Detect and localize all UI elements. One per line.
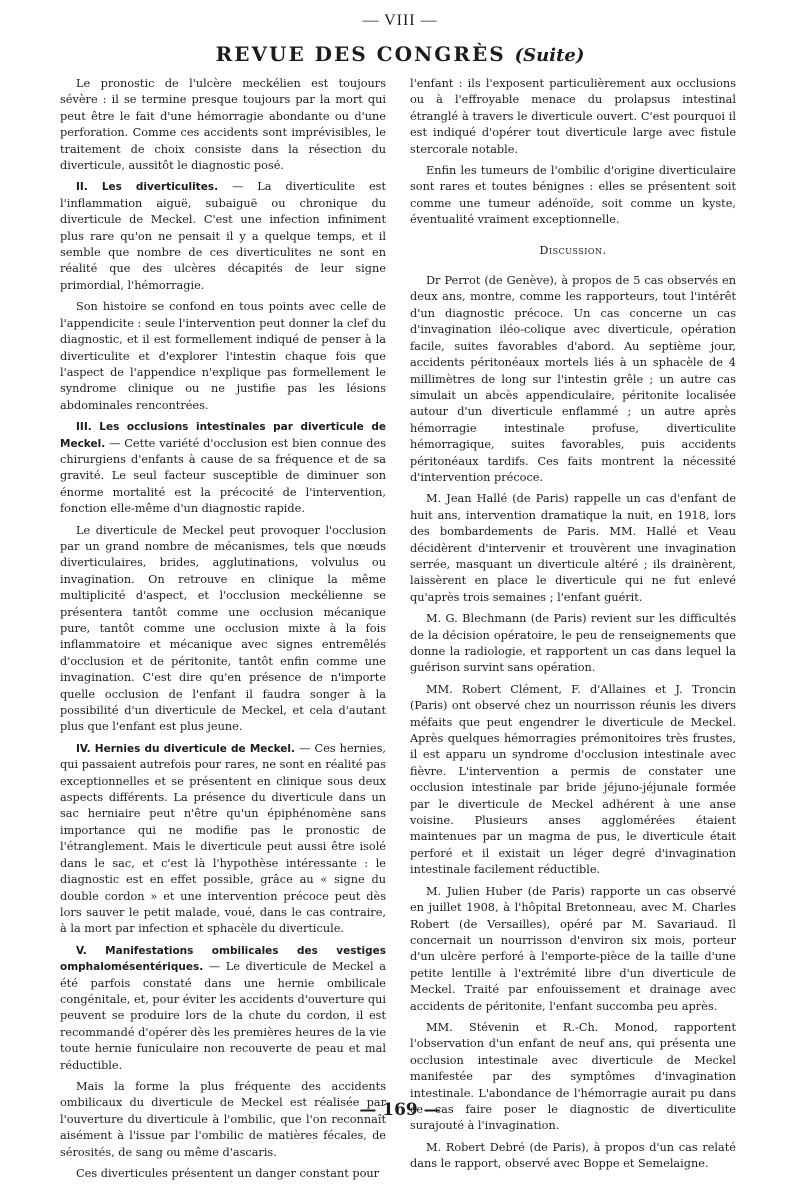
paragraph: Le pronostic de l'ulcère meckélien est toujours sévère : il se termine presque toujours par la mort qui peut être le fait d'une hémorragie abondante ou d'une perforation. Comme ces accidents sont imprévisibles, le traitement de choix consiste dans la résection du diverticule, aussitôt le diagnostic posé. [60, 77, 386, 173]
paragraph: Mais la forme la plus fréquente des accidents ombilicaux du diverticule de Meckel est réalisée par l'ouverture du diverticule à l'ombilic, que l'on reconnaît aisément à l'issue par l'ombilic de matières fécales, de sérosités, de sang ou même d'ascaris. [60, 1079, 386, 1159]
right-column [410, 76, 736, 1178]
paragraph: M. G. Blechmann (de Paris) revient sur les difficultés de la décision opératoire, le peu de renseignements que donne la radiologie, et rapportent un cas dans lequel la guérison survint sans opération. [410, 612, 736, 675]
paragraph [60, 179, 386, 294]
paragraph-text: — Cette variété d'occlusion est bien connue des chirurgiens d'enfants à cause de sa fréquence et de sa gravité. Le seul facteur susceptible de diminuer son énorme mortalité est la précocité de l'intervention, fonction elle-même d'un diagnostic rapide. [60, 436, 386, 516]
paragraph: M. Julien Huber (de Paris) rapporte un cas observé en juillet 1908, à l'hôpital Bretonneau, avec M. Charles Robert (de Versailles), opéré par M. Savariaud. Il concernait un nourrisson d'environ six mois, porteur d'un ulcère perforé à l'emporte-pièce de la taille d'une petite lentille à l'extrémité libre d'un diverticule de Meckel. Traité par enfouissement et drainage avec accidents de péritonite, l'enfant succomba peu après. [410, 884, 736, 1013]
discussion-heading: Discussion. [539, 243, 607, 257]
paragraph-text: — Ces hernies, qui passaient autrefois pour rares, ne sont en réalité pas exceptionnelles et se présentent en clinique sous deux aspects différents. La présence du diverticule dans un sac herniaire peut n'être qu'un épiphénomène sans importance qui ne modifie pas le pronostic de l'étranglement. Mais le diverticule peut aussi être isolé dans le sac, et c'est là l'hypothèse intéressante : le diagnostic est en effet possible, grâce au « signe du double cordon » et une intervention précoce peut dès lors sauver le petit malade, voué, dans le cas contraire, à la mort par infection et sphacèle du diverticule. [60, 741, 386, 936]
title-suffix: (Suite) [514, 45, 585, 66]
paragraph [60, 741, 386, 938]
paragraph: Dr Perrot (de Genève), à propos de 5 cas observés en deux ans, montre, comme les rapporteurs, tout l'intérêt d'un diagnostic précoce. Un cas concerne un cas d'invagination iléo-colique avec diverticule, opération facile, suites favorables d'abord. Au septième jour, accidents péritonéaux mortels liés à un sphacèle de 4 millimètres de long sur l'intestin grêle ; un autre cas simulait un abcès appendiculaire, péritonite localisée autour d'un diverticule enflammé ; un autre après hémorragie intestinale profuse, diverticulite hémorragique, suites favorables, puis accidents péritonéaux tardifs. Ces faits montrent la nécessité d'intervention précoce. [410, 274, 736, 484]
section-heading: II. Les diverticulites. [76, 181, 219, 194]
journal-title [0, 42, 800, 66]
paragraph: M. Jean Hallé (de Paris) rappelle un cas d'enfant de huit ans, intervention dramatique la nuit, en 1918, lors des bombardements de Paris. MM. Hallé et Veau décidèrent d'intervenir et trouvèrent une invagination serrée, masquant un diverticule altéré ; ils drainèrent, laissèrent en place le diverticule qui ne fut enlevé qu'après trois semaines ; l'enfant guérit. [410, 492, 736, 604]
page-number: — 169 — [359, 1100, 441, 1120]
paragraph: Ces diverticules présentent un danger constant pour [76, 1167, 380, 1180]
paragraph: MM. Robert Clément, F. d'Allaines et J. Troncin (Paris) ont observé chez un nourrisson réunis les divers méfaits que peut engendrer le diverticule de Meckel. Après quelques hémorragies prémonitoires très frustes, il est apparu un syndrome d'occlusion intestinale avec fièvre. L'intervention a permis de constater une occlusion intestinale par bride jéjuno-jéjunale formée par le diverticule de Meckel adhérent à une anse voisine. Plusieurs anses agglomérées étaient maintenues par un magma de pus, le diverticule était perforé et il existait un léger degré d'invagination intestinale facilement réductible. [410, 682, 736, 877]
section-heading: IV. Hernies du diverticule de Meckel. [76, 742, 296, 755]
paragraph: Enfin les tumeurs de l'ombilic d'origine diverticulaire sont rares et toutes bénignes : elles se présentent soit comme une tumeur adénoïde, soit comme un kyste, éventualité vraiment exceptionnelle. [410, 164, 736, 227]
paragraph: Son histoire se confond en tous points avec celle de l'appendicite : seule l'intervention peut donner la clef du diagnostic, et il est formellement indiqué de penser à la diverticulite et d'explorer l'intestin chaque fois que l'aspect de l'appendice n'explique pas formellement le syndrome clinique ou ne justifie pas les lésions abdominales rencontrées. [60, 300, 386, 412]
section-heading: III. Les occlusions intestinales par diverticule de Meckel. [60, 421, 386, 450]
paragraph: MM. Stévenin et R.-Ch. Monod, rapportent l'observation d'un enfant de neuf ans, qui présenta une occlusion intestinale avec diverticule de Meckel manifestée par des symptômes d'invagination intestinale. L'abondance de l'hémorragie aurait pu dans ce cas faire poser le diagnostic de diverticulite surajouté à l'invagination. [410, 1020, 736, 1133]
paragraph-text: — Le diverticule de Meckel a été parfois constaté dans une hernie ombilicale congénitale, et, pour éviter les accidents d'ouverture qui peuvent se produire lors de la chute du cordon, il est recommandé d'opérer dès les premières heures de la vie toute hernie funiculaire non recouverte de peau et mal réductible. [60, 960, 386, 1072]
paragraph: l'enfant : ils l'exposent particulièrement aux occlusions ou à l'effroyable menace du prolapsus intestinal étranglé à travers le diverticule ouvert. C'est pourquoi il est indiqué d'opérer tout diverticule large avec fistule stercorale notable. [410, 77, 736, 156]
title-main: REVUE DES CONGRÈS [215, 42, 506, 66]
paragraph: Le diverticule de Meckel peut provoquer l'occlusion par un grand nombre de mécanismes, tels que nœuds diverticulaires, brides, agglutinations, volvulus ou invagination. On retrouve en clinique la même multiplicité d'aspect, et l'occlusion meckélienne se présentera tantôt comme une occlusion mécanique pure, tantôt comme une occlusion mixte à la fois inflammatoire et mécanique avec signes entremêlés d'occlusion et de péritonite, tantôt enfin comme une invagination. C'est dire qu'en présence de n'importe quelle occlusion de l'enfant il faudra songer à la possibilité d'un diverticule de Meckel, et cela d'autant plus que l'enfant est plus jeune. [60, 523, 386, 734]
paragraph-text: — La diverticulite est l'inflammation aiguë, subaiguë ou chronique du diverticule de Meckel. C'est une infection infiniment plus rare qu'on ne pensait il y a quelque temps, et il semble que nombre de ces diverticulites ne sont en réalité que des ulcères décapités de leur signe primordial, l'hémorragie. [60, 180, 386, 292]
paragraph [60, 943, 386, 1074]
left-column [60, 76, 386, 1187]
roman-page-header: — VIII — [362, 12, 438, 29]
paragraph [60, 419, 386, 517]
section-heading: V. Manifestations ombilicales des vestiges omphalomésentériques. [60, 944, 386, 974]
paragraph: M. Robert Debré (de Paris), à propos d'un cas relaté dans le rapport, observé avec Boppe et Semelaigne. [410, 1140, 736, 1171]
